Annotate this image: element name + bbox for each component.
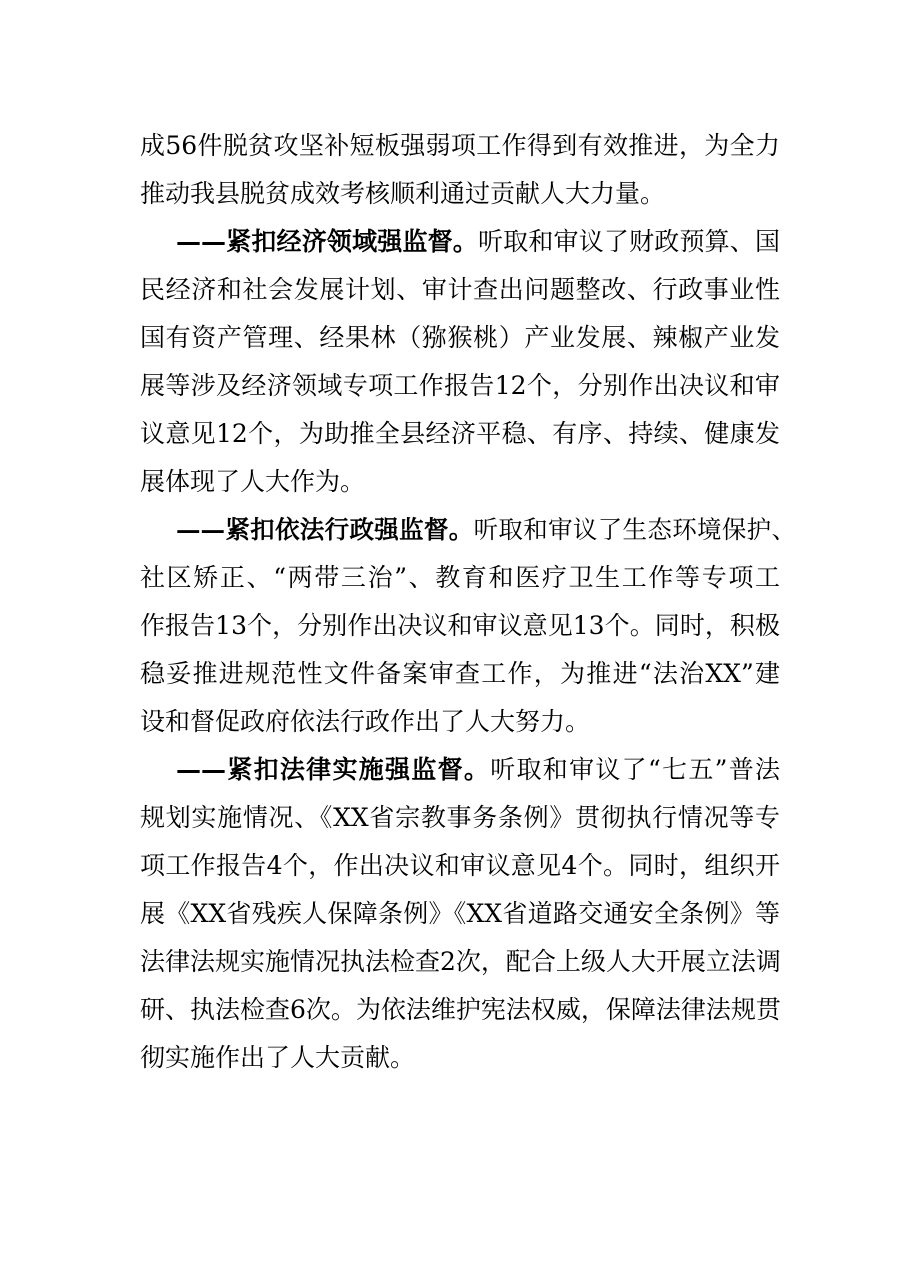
section-heading: ——紧扣依法行政强监督。 [176, 515, 474, 544]
line-text: 设和督促政府依法行政作出了人大努力。 [140, 707, 591, 736]
line-text: 研、执法检查6次。为依法维护宪法权威，保障法律法规贯 [140, 995, 781, 1024]
text-line [140, 122, 780, 170]
text-line [140, 458, 780, 506]
line-text: 听取和审议了生态环境保护、 [473, 515, 797, 544]
text-line [140, 266, 780, 314]
line-text: 听取和审议了财政预算、国 [478, 227, 780, 256]
line-text: 法律法规实施情况执法检查2次，配合上级人大开展立法调 [140, 947, 781, 976]
text-line [140, 938, 780, 986]
text-line [140, 1034, 780, 1082]
text-line [140, 698, 780, 746]
section-heading: ——紧扣法律实施强监督。 [176, 755, 491, 784]
text-line [140, 554, 780, 602]
text-line [140, 170, 780, 218]
line-text: 社区矫正、“两带三治”、教育和医疗卫生工作等专项工 [140, 563, 780, 592]
line-text: 展等涉及经济领域专项工作报告12个，分别作出决议和审 [140, 371, 780, 400]
text-line [140, 890, 780, 938]
line-text: 展《XX省残疾人保障条例》《XX省道路交通安全条例》等 [140, 899, 780, 928]
line-text: 作报告13个，分别作出决议和审议意见13个。同时，积极 [140, 611, 780, 640]
text-line [140, 794, 780, 842]
line-text: 议意见12个，为助推全县经济平稳、有序、持续、健康发 [140, 419, 780, 448]
text-line [140, 602, 780, 650]
line-text: 国有资产管理、经果林（猕猴桃）产业发展、辣椒产业发 [140, 323, 780, 352]
text-line [140, 362, 780, 410]
line-text: 推动我县脱贫成效考核顺利通过贡献人大力量。 [140, 179, 666, 208]
line-text: 项工作报告4个，作出决议和审议意见4个。同时，组织开 [140, 851, 780, 880]
text-line [140, 842, 780, 890]
line-text: 民经济和社会发展计划、审计查出问题整改、行政事业性 [140, 275, 780, 304]
line-text: 听取和审议了“七五”普法 [490, 755, 780, 784]
section-heading-line [176, 506, 796, 554]
text-line [140, 410, 780, 458]
section-heading-line [176, 746, 780, 794]
text-line [140, 650, 780, 698]
line-text: 规划实施情况、《XX省宗教事务条例》贯彻执行情况等专 [140, 803, 780, 832]
line-text: 展体现了人大作为。 [140, 467, 366, 496]
text-line [140, 314, 780, 362]
section-heading: ——紧扣经济领域强监督。 [176, 227, 478, 256]
line-text: 稳妥推进规范性文件备案审查工作，为推进“法治XX”建 [140, 659, 780, 688]
line-text: 彻实施作出了人大贡献。 [140, 1043, 416, 1072]
section-heading-line [176, 218, 780, 266]
line-text: 成56件脱贫攻坚补短板强弱项工作得到有效推进，为全力 [140, 131, 780, 160]
text-line [140, 986, 780, 1034]
